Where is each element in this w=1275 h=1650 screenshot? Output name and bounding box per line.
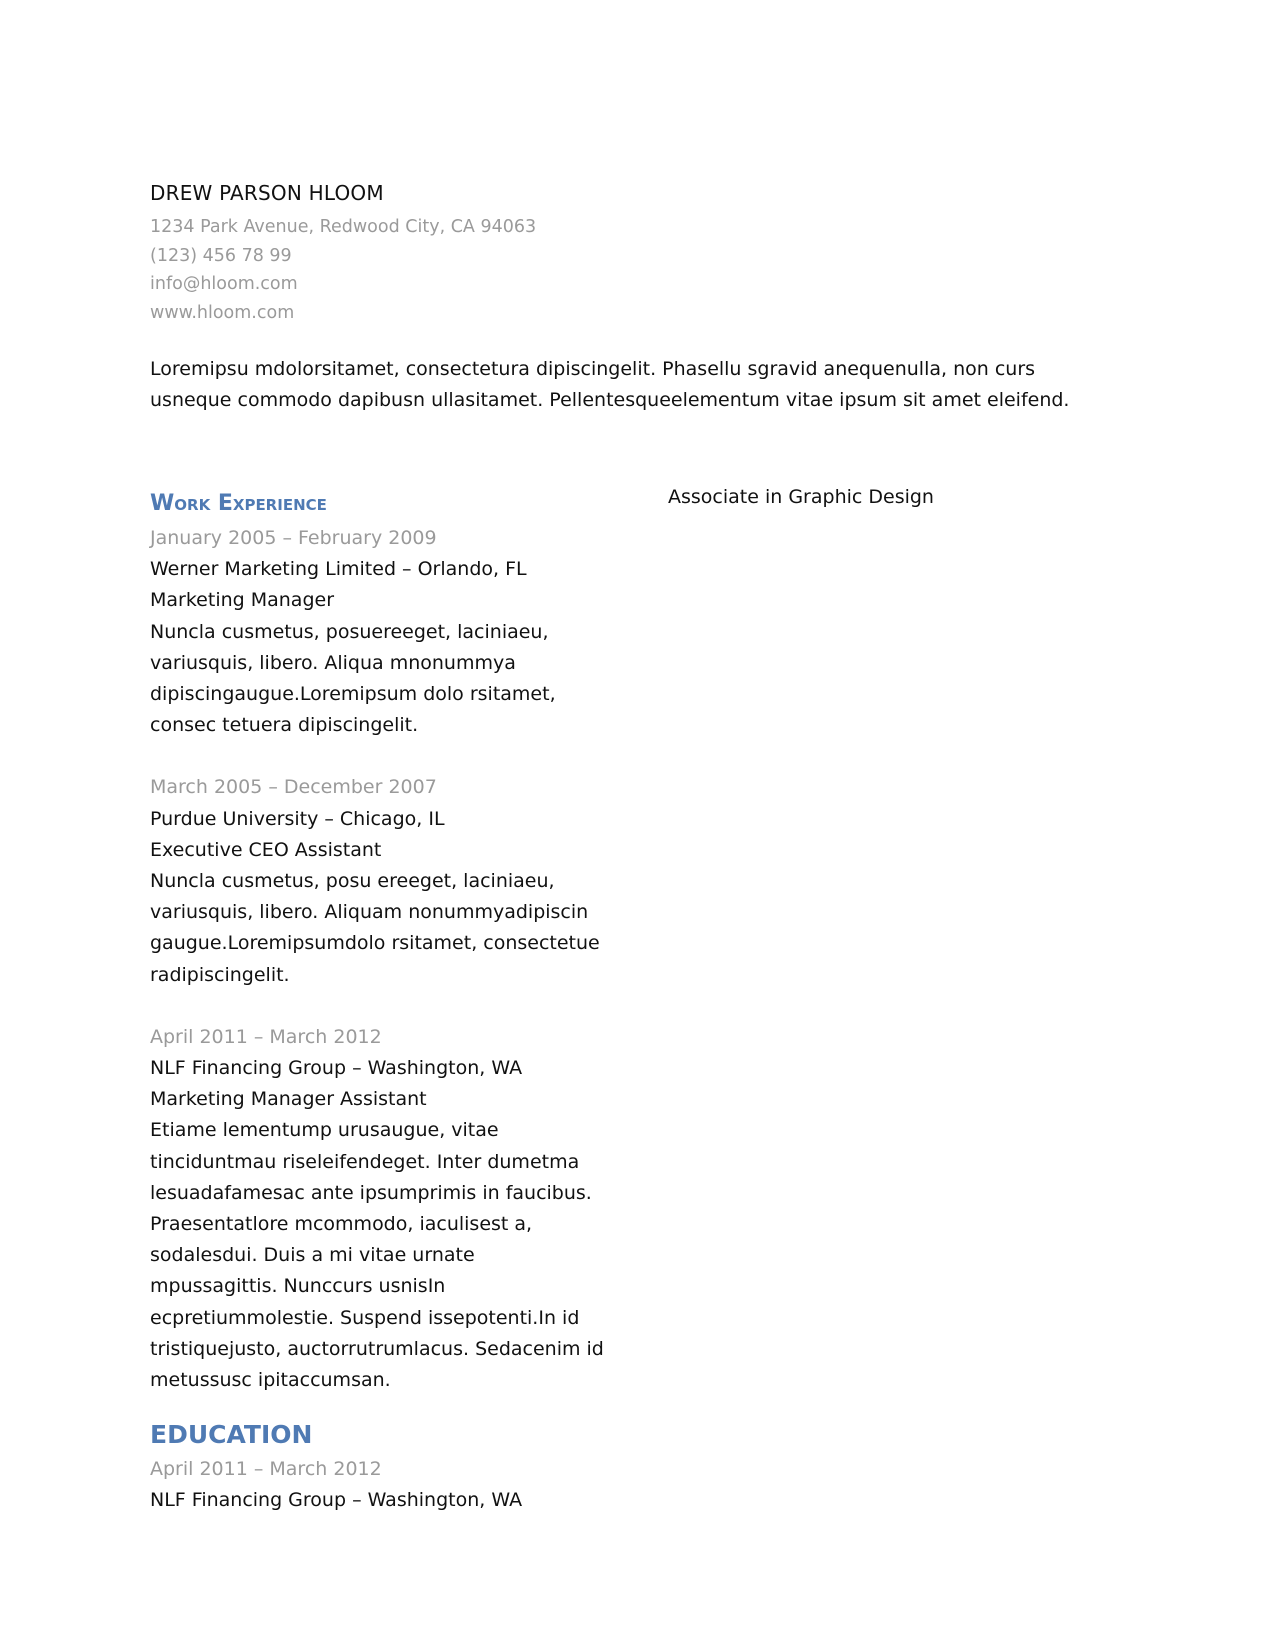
- entry-description: Nuncla cusmetus, posuereeget, laciniaeu, variusquis, libero. Aliqua mnonummya dipiscingaugue.Loremipsum dolo rsitamet, consec tetuera dipiscingelit.: [150, 620, 556, 737]
- entry-date: April 2011 – March 2012: [150, 1025, 382, 1048]
- contact-block: [150, 213, 536, 327]
- entry-date: January 2005 – February 2009: [150, 527, 437, 549]
- entry-company: Werner Marketing Limited – Orlando, FL: [150, 558, 527, 581]
- contact-email: info@hloom.com: [150, 274, 298, 294]
- contact-website: www.hloom.com: [150, 302, 295, 323]
- spacer: [150, 991, 620, 1022]
- entry-position: Executive CEO Assistant: [150, 838, 382, 861]
- left-column: [150, 485, 620, 1517]
- work-entry: [150, 772, 620, 990]
- entry-description: Etiame lementump urusaugue, vitae tinciduntmau riseleifendeget. Inter dumetma lesuadafamesac ante ipsumprimis in faucibus. Praesentatlore mcommodo, iaculisest a, sodalesdui. Duis a mi vitae urnate mpussagittis. Nunccurs usnisIn ecpretiummolestie. Suspend issepotenti.In id tristiquejusto, auctorrutrumlacus. Sedacenim id metussusc ipitaccumsan.: [150, 1119, 604, 1392]
- entry-date: April 2011 – March 2012: [150, 1458, 382, 1481]
- spacer: [150, 1396, 620, 1416]
- right-column: [668, 482, 1168, 513]
- entry-company: NLF Financing Group – Washington, WA: [150, 1057, 523, 1080]
- contact-phone: (123) 456 78 99: [150, 245, 292, 266]
- entry-institution: NLF Financing Group – Washington, WA: [150, 1489, 523, 1512]
- work-entry: [150, 523, 620, 741]
- entry-date: March 2005 – December 2007: [150, 776, 437, 799]
- work-experience-heading: Work Experience: [150, 491, 327, 516]
- entry-position: Marketing Manager: [150, 589, 335, 612]
- candidate-name: DREW PARSON HLOOM: [150, 181, 384, 205]
- education-heading: EDUCATION: [150, 1420, 313, 1450]
- education-degree: Associate in Graphic Design: [668, 486, 934, 508]
- work-entry: [150, 1022, 620, 1396]
- education-entry: [150, 1454, 620, 1516]
- contact-address: 1234 Park Avenue, Redwood City, CA 94063: [150, 217, 537, 237]
- entry-company: Purdue University – Chicago, IL: [150, 807, 445, 830]
- summary-paragraph: Loremipsu mdolorsitamet, consectetura dipiscingelit. Phasellu sgravid anequenulla, non curs usneque commodo dapibusn ullasitamet. Pellentesqueelementum vitae ipsum sit amet eleifend.: [150, 358, 1070, 411]
- entry-position: Marketing Manager Assistant: [150, 1088, 427, 1111]
- entry-description: Nuncla cusmetus, posu ereeget, laciniaeu, variusquis, libero. Aliquam nonummyadipiscin gaugue.Loremipsumdolo rsitamet, consectetue radipiscingelit.: [150, 870, 600, 986]
- spacer: [150, 741, 620, 772]
